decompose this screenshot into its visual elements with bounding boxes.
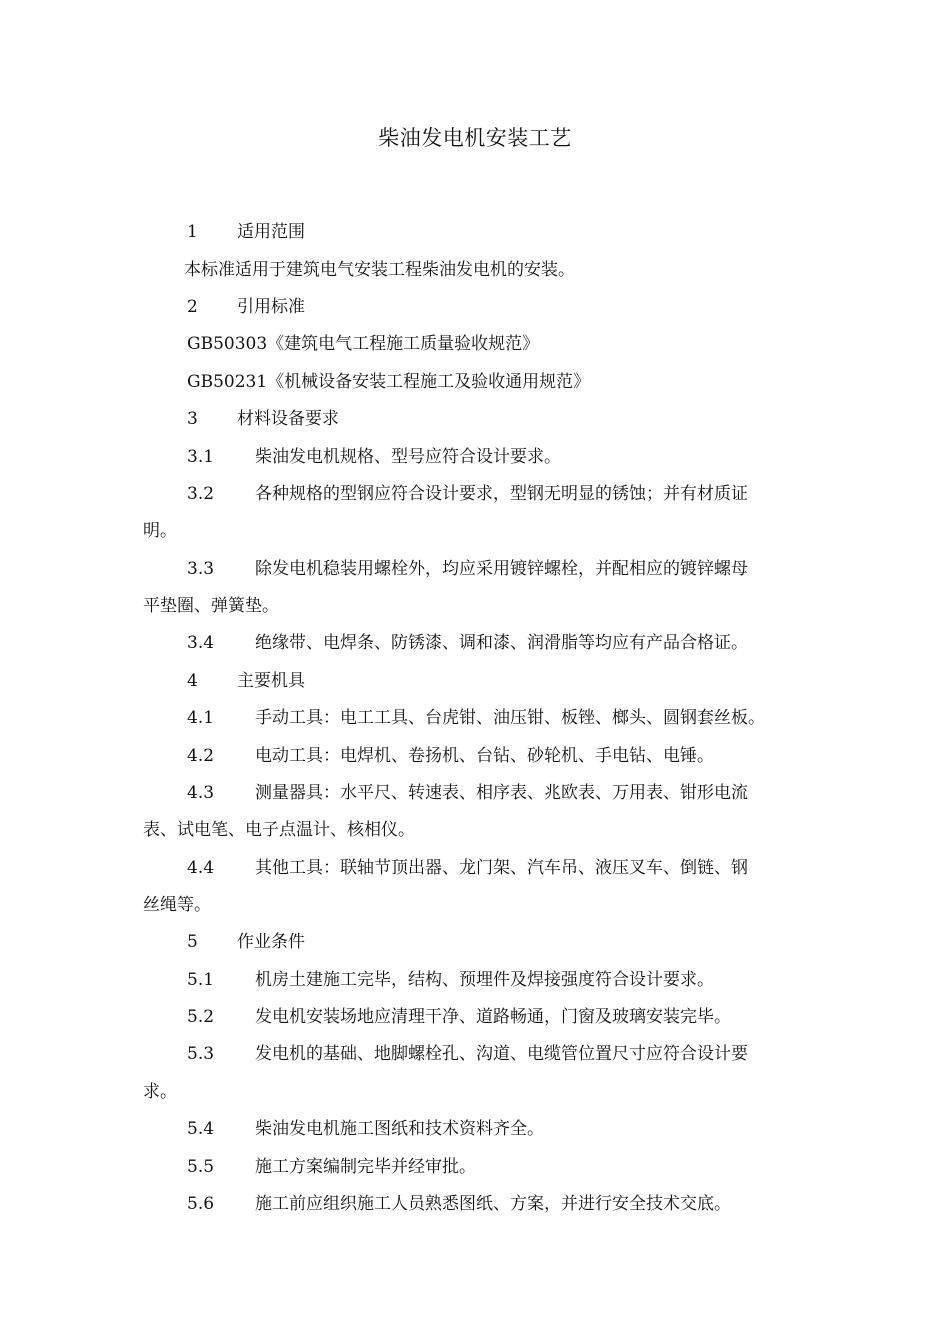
item-number: 3.3 <box>187 559 215 579</box>
section-heading-4 <box>187 670 305 692</box>
list-item-3-2-continuation: 明。 <box>143 521 177 541</box>
item-number: 5.4 <box>187 1119 215 1139</box>
item-number: 5.5 <box>187 1157 215 1177</box>
section-number: 2 <box>187 297 198 317</box>
item-number: 4.4 <box>187 858 215 878</box>
item-number: 4.2 <box>187 746 215 766</box>
section-heading-5 <box>187 931 305 953</box>
reference-standard-2: GB50231《机械设备安装工程施工及验收通用规范》 <box>187 372 591 392</box>
section-number: 1 <box>187 222 198 242</box>
item-number: 5.6 <box>187 1194 215 1214</box>
list-item-3-1 <box>187 446 561 468</box>
list-item-4-4 <box>187 857 748 879</box>
section-number: 5 <box>187 932 198 952</box>
list-item-4-3-continuation: 表、试电笔、电子点温计、核相仪。 <box>143 820 415 840</box>
list-item-4-4-continuation: 丝绳等。 <box>143 895 211 915</box>
list-item-5-5 <box>187 1156 476 1178</box>
list-item-5-1 <box>187 969 714 991</box>
item-number: 3.2 <box>187 484 215 504</box>
item-text: 绝缘带、电焊条、防锈漆、调和漆、润滑脂等均应有产品合格证。 <box>255 633 748 653</box>
item-number: 5.2 <box>187 1007 215 1027</box>
item-number: 3.4 <box>187 633 215 653</box>
item-text: 手动工具：电工工具、台虎钳、油压钳、板锉、榔头、圆钢套丝板。 <box>255 708 765 728</box>
item-number: 4.1 <box>187 708 215 728</box>
item-text: 施工方案编制完毕并经审批。 <box>255 1157 476 1177</box>
list-item-4-1 <box>187 707 765 729</box>
item-text: 发电机安装场地应清理干净、道路畅通，门窗及玻璃安装完毕。 <box>255 1007 731 1027</box>
section-title: 引用标准 <box>237 297 305 317</box>
list-item-4-3 <box>187 782 748 804</box>
item-text: 柴油发电机规格、型号应符合设计要求。 <box>255 447 561 467</box>
item-text: 其他工具：联轴节顶出器、龙门架、汽车吊、液压叉车、倒链、钢 <box>255 858 748 878</box>
item-number: 4.3 <box>187 783 215 803</box>
section-heading-2 <box>187 296 305 318</box>
document-title: 柴油发电机安装工艺 <box>378 126 572 150</box>
item-text: 机房土建施工完毕，结构、预埋件及焊接强度符合设计要求。 <box>255 970 714 990</box>
list-item-5-3 <box>187 1043 748 1065</box>
section-title: 主要机具 <box>237 671 305 691</box>
section-number: 4 <box>187 671 198 691</box>
item-text: 柴油发电机施工图纸和技术资料齐全。 <box>255 1119 544 1139</box>
list-item-5-6 <box>187 1193 731 1215</box>
list-item-3-3 <box>187 558 748 580</box>
paragraph-scope: 本标准适用于建筑电气安装工程柴油发电机的安装。 <box>184 260 575 280</box>
item-number: 5.3 <box>187 1044 215 1064</box>
section-heading-3 <box>187 408 339 430</box>
list-item-3-4 <box>187 632 748 654</box>
section-title: 适用范围 <box>237 222 305 242</box>
item-text: 测量器具：水平尺、转速表、相序表、兆欧表、万用表、钳形电流 <box>255 783 748 803</box>
list-item-5-3-continuation: 求。 <box>143 1082 177 1102</box>
list-item-5-4 <box>187 1118 544 1140</box>
item-text: 施工前应组织施工人员熟悉图纸、方案，并进行安全技术交底。 <box>255 1194 731 1214</box>
list-item-5-2 <box>187 1006 731 1028</box>
section-title: 材料设备要求 <box>237 409 339 429</box>
list-item-4-2 <box>187 745 714 767</box>
item-text: 各种规格的型钢应符合设计要求，型钢无明显的锈蚀；并有材质证 <box>255 484 748 504</box>
item-text: 电动工具：电焊机、卷扬机、台钻、砂轮机、手电钻、电锤。 <box>255 746 714 766</box>
item-number: 3.1 <box>187 447 215 467</box>
section-title: 作业条件 <box>237 932 305 952</box>
section-number: 3 <box>187 409 198 429</box>
reference-standard-1: GB50303《建筑电气工程施工质量验收规范》 <box>187 334 540 354</box>
list-item-3-2 <box>187 483 748 505</box>
item-text: 除发电机稳装用螺栓外，均应采用镀锌螺栓，并配相应的镀锌螺母 <box>255 559 748 579</box>
item-number: 5.1 <box>187 970 215 990</box>
list-item-3-3-continuation: 平垫圈、弹簧垫。 <box>143 596 279 616</box>
item-text: 发电机的基础、地脚螺栓孔、沟道、电缆管位置尺寸应符合设计要 <box>255 1044 748 1064</box>
section-heading-1 <box>187 221 305 243</box>
